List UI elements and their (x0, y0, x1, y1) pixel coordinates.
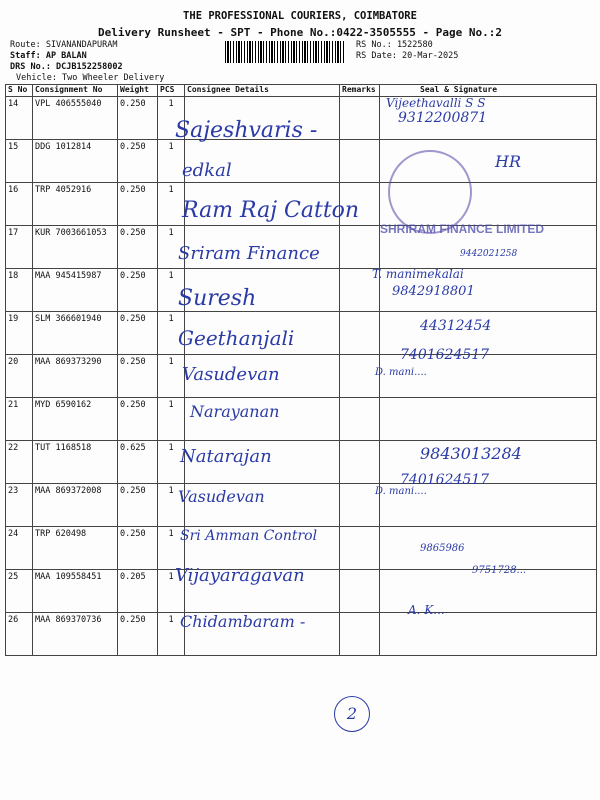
handwritten-signature: D. mani.... (375, 486, 427, 497)
handwritten-signature: 9843013284 (420, 444, 522, 463)
handwritten-signature: 9751728... (472, 565, 527, 576)
cell-pcs: 1 (158, 97, 185, 140)
cell-pcs: 1 (158, 355, 185, 398)
cell-consignment: VPL 406555040 (33, 97, 118, 140)
cell-weight: 0.250 (118, 484, 158, 527)
stamp-phone: 9442021258 (460, 249, 518, 259)
cell-pcs: 1 (158, 613, 185, 656)
cell-weight: 0.250 (118, 183, 158, 226)
handwritten-signature: A. K... (408, 603, 445, 617)
table-row (6, 484, 597, 527)
cell-consignment: TRP 620498 (33, 527, 118, 570)
cell-pcs: 1 (158, 570, 185, 613)
cell-weight: 0.250 (118, 97, 158, 140)
runsheet-title: THE PROFESSIONAL COURIERS, COIMBATORE (183, 10, 417, 22)
col-pcs: PCS (158, 85, 185, 97)
handwritten-signature: 44312454 (420, 318, 492, 334)
handwritten-consignee: Narayanan (190, 402, 280, 421)
cell-pcs: 1 (158, 484, 185, 527)
cell-pcs: 1 (158, 226, 185, 269)
cell-signature (380, 613, 597, 656)
handwritten-signature: T. manimekalai (372, 267, 464, 281)
handwritten-consignee: edkal (182, 160, 232, 181)
cell-consignment: MAA 869373290 (33, 355, 118, 398)
col-sno: S No (6, 85, 33, 97)
cell-weight: 0.250 (118, 527, 158, 570)
handwritten-signature: 7401624517 (400, 472, 490, 488)
barcode (225, 41, 345, 63)
handwritten-signature: HR (495, 152, 521, 171)
cell-sno: 16 (6, 183, 33, 226)
col-signature: Seal & Signature (380, 85, 597, 97)
cell-consignment: MAA 109558451 (33, 570, 118, 613)
drs-label: DRS No.: DCJB152258002 (10, 62, 123, 72)
cell-weight: 0.625 (118, 441, 158, 484)
cell-signature (380, 398, 597, 441)
table-row (6, 269, 597, 312)
cell-signature (380, 527, 597, 570)
handwritten-consignee: Vijayaragavan (175, 565, 305, 586)
cell-consignment: TRP 4052916 (33, 183, 118, 226)
handwritten-consignee: Sri Amman Control (180, 528, 318, 544)
cell-weight: 0.250 (118, 398, 158, 441)
handwritten-consignee: Geethanjali (178, 326, 295, 350)
cell-sno: 22 (6, 441, 33, 484)
handwritten-consignee: Chidambaram - (180, 612, 306, 631)
runsheet-subtitle: Delivery Runsheet - SPT - Phone No.:0422-3505555 - Page No.:2 (98, 26, 502, 39)
cell-sno: 20 (6, 355, 33, 398)
cell-remarks (340, 355, 380, 398)
handwritten-signature: 9312200871 (398, 110, 488, 126)
page-mark: 2 (334, 696, 370, 732)
table-header-row (6, 85, 597, 97)
cell-remarks (340, 140, 380, 183)
cell-consignment: TUT 1168518 (33, 441, 118, 484)
col-weight: Weight (118, 85, 158, 97)
cell-remarks (340, 570, 380, 613)
cell-remarks (340, 484, 380, 527)
cell-consignment: KUR 7003661053 (33, 226, 118, 269)
cell-sno: 15 (6, 140, 33, 183)
cell-remarks (340, 613, 380, 656)
cell-pcs: 1 (158, 183, 185, 226)
staff-label: Staff: AP BALAN (10, 51, 87, 61)
handwritten-consignee: Suresh (178, 286, 257, 311)
handwritten-consignee: Vasudevan (182, 364, 280, 385)
cell-pcs: 1 (158, 527, 185, 570)
table-row (6, 312, 597, 355)
handwritten-signature: 7401624517 (400, 347, 490, 363)
cell-remarks (340, 441, 380, 484)
cell-sno: 14 (6, 97, 33, 140)
cell-sno: 17 (6, 226, 33, 269)
cell-pcs: 1 (158, 398, 185, 441)
rs-date: RS Date: 20-Mar-2025 (356, 51, 459, 61)
cell-sno: 26 (6, 613, 33, 656)
handwritten-consignee: Sajeshvaris - (175, 118, 318, 143)
cell-remarks (340, 226, 380, 269)
table-row (6, 398, 597, 441)
cell-sno: 19 (6, 312, 33, 355)
cell-pcs: 1 (158, 140, 185, 183)
cell-pcs: 1 (158, 441, 185, 484)
cell-weight: 0.250 (118, 226, 158, 269)
cell-weight: 0.250 (118, 355, 158, 398)
cell-sno: 24 (6, 527, 33, 570)
cell-sno: 21 (6, 398, 33, 441)
cell-weight: 0.250 (118, 140, 158, 183)
handwritten-consignee: Sriram Finance (178, 243, 320, 264)
cell-sno: 18 (6, 269, 33, 312)
col-remarks: Remarks (340, 85, 380, 97)
col-consignment: Consignment No (33, 85, 118, 97)
cell-consignment: SLM 366601940 (33, 312, 118, 355)
cell-remarks (340, 527, 380, 570)
handwritten-signature: 9842918801 (392, 284, 475, 299)
route-label: Route: SIVANANDAPURAM (10, 40, 118, 50)
table-row (6, 355, 597, 398)
cell-consignment: DDG 1012814 (33, 140, 118, 183)
cell-consignment: MYD 6590162 (33, 398, 118, 441)
vehicle-label: Vehicle: Two Wheeler Delivery (16, 73, 165, 83)
handwritten-consignee: Vasudevan (178, 487, 265, 506)
cell-remarks (340, 97, 380, 140)
handwritten-signature: 9865986 (420, 543, 465, 554)
rs-number: RS No.: 1522580 (356, 40, 433, 50)
cell-sno: 23 (6, 484, 33, 527)
cell-consignment: MAA 869372008 (33, 484, 118, 527)
cell-remarks (340, 312, 380, 355)
handwritten-signature: Vijeethavalli S S (386, 96, 486, 110)
handwritten-consignee: Ram Raj Catton (182, 198, 360, 223)
cell-weight: 0.250 (118, 269, 158, 312)
cell-pcs: 1 (158, 312, 185, 355)
cell-consignment: MAA 869370736 (33, 613, 118, 656)
col-consignee: Consignee Details (185, 85, 340, 97)
handwritten-consignee: Natarajan (180, 446, 272, 467)
cell-weight: 0.250 (118, 613, 158, 656)
cell-consignment: MAA 945415987 (33, 269, 118, 312)
cell-weight: 0.250 (118, 312, 158, 355)
cell-pcs: 1 (158, 269, 185, 312)
shriram-stamp: SHRIRAM FINANCE LIMITED (380, 222, 544, 236)
cell-sno: 25 (6, 570, 33, 613)
cell-weight: 0.205 (118, 570, 158, 613)
cell-remarks (340, 398, 380, 441)
handwritten-signature: D. mani.... (375, 367, 427, 378)
